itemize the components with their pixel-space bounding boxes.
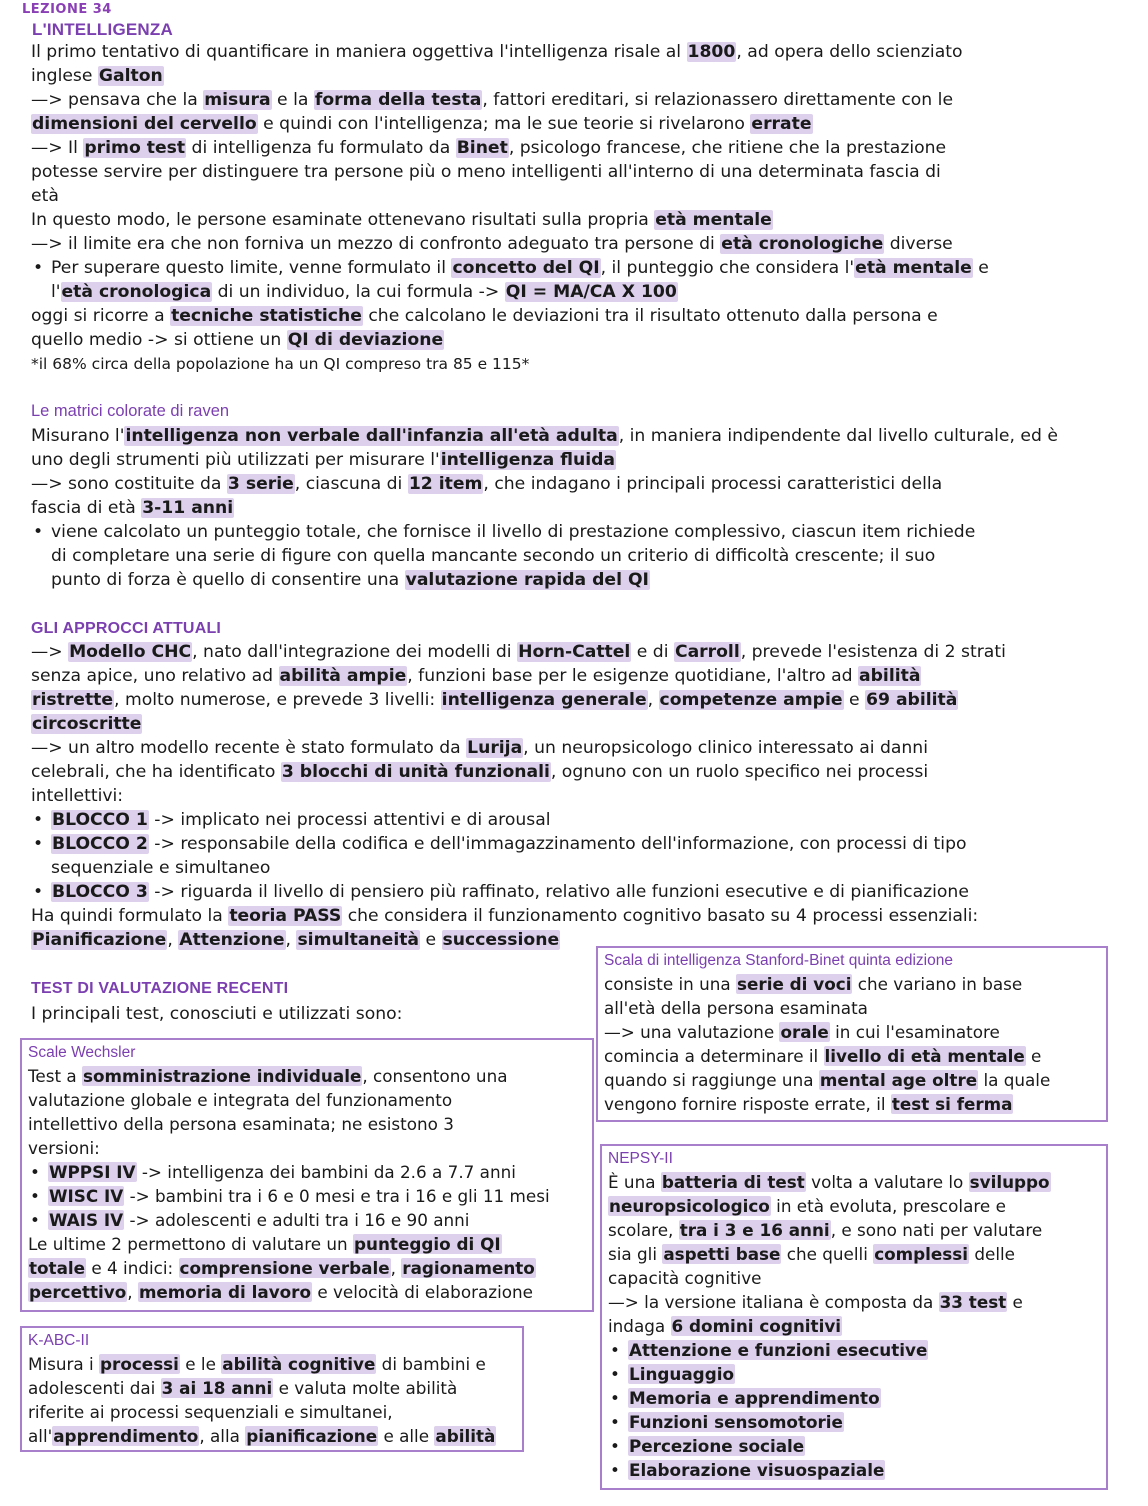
text-line: —> pensava che la misura e la forma della testa, fattori ereditari, si relazionassero direttamente con le [31, 90, 954, 110]
text-line: In questo modo, le persone esaminate ottenevano risultati sulla propria età mentale [31, 210, 772, 230]
text-line: quando si raggiunge una mental age oltre la quale [604, 1070, 1051, 1090]
test-section [31, 980, 402, 1026]
text-line: Il primo tentativo di quantificare in maniera oggettiva l'intelligenza risale al 1800, ad opera dello scienziato [31, 42, 963, 62]
text-line: di completare una serie di figure con quella mancante secondo un criterio di difficoltà crescente; il suo [51, 546, 936, 566]
text-line: dimensioni del cervello e quindi con l'intelligenza; ma le sue teorie si rivelarono errate [32, 114, 812, 134]
text-line: Ha quindi formulato la teoria PASS che considera il funzionamento cognitivo basato su 4 processi essenziali: [31, 906, 979, 926]
bullet-item: • BLOCCO 1 -> implicato nei processi attentivi e di arousal [31, 808, 1118, 832]
text-line: quello medio -> si ottiene un QI di deviazione [31, 330, 444, 350]
text-line: *il 68% circa della popolazione ha un QI compreso tra 85 e 115* [31, 355, 530, 373]
text-line: consiste in una serie di voci che variano in base [604, 974, 1023, 994]
text-line: inglese Galton [31, 66, 163, 86]
text-line: adolescenti dai 3 ai 18 anni e valuta molte abilità [28, 1378, 458, 1398]
nepsy-box [600, 1144, 1108, 1490]
text-line: all'età della persona esaminata [604, 998, 868, 1018]
text-line: percettivo, memoria di lavoro e velocità di elaborazione [29, 1282, 533, 1302]
bullet-item: • Funzioni sensomotorie [608, 1410, 1100, 1434]
text-line: Misura i processi e le abilità cognitive di bambini e [28, 1354, 486, 1374]
box-title: Scale Wechsler [28, 1044, 136, 1061]
text-line: ristrette, molto numerose, e prevede 3 livelli: intelligenza generale, competenze ampie e 69 abilità [32, 690, 958, 710]
text-line: È una batteria di test volta a valutare lo sviluppo [608, 1172, 1050, 1192]
box-title: K-ABC-II [28, 1332, 90, 1349]
text-line: fascia di età 3-11 anni [31, 498, 234, 518]
text-line: punto di forza è quello di consentire una valutazione rapida del QI [51, 570, 649, 590]
bullet-item: • Elaborazione visuospaziale [608, 1458, 1100, 1482]
bullet-item: • BLOCCO 2 -> responsabile della codifica e dell'immagazzinamento dell'informazione, con processi di tipo [31, 832, 1118, 856]
text-line: l'età cronologica di un individuo, la cui formula -> QI = MA/CA X 100 [51, 282, 677, 302]
text-line: —> Modello CHC, nato dall'integrazione dei modelli di Horn-Cattel e di Carroll, prevede l'esistenza di 2 strati [31, 642, 1006, 662]
text-line: —> Il primo test di intelligenza fu formulato da Binet, psicologo francese, che ritiene che la prestazione [31, 138, 947, 158]
bullet-item: • WISC IV -> bambini tra i 6 e 0 mesi e tra i 16 e gli 11 mesi [28, 1184, 586, 1208]
text-line: —> la versione italiana è composta da 33 test e [608, 1292, 1023, 1312]
text-line: Pianificazione, Attenzione, simultaneità e successione [32, 930, 560, 950]
text-line: capacità cognitive [608, 1268, 762, 1288]
intro-section [31, 40, 1118, 376]
bullet-item: • Percezione sociale [608, 1434, 1100, 1458]
text-line: versioni: [28, 1138, 100, 1158]
bullet-item: • viene calcolato un punteggio totale, che fornisce il livello di prestazione complessivo, ciascun item richiede [31, 520, 1118, 544]
raven-section [31, 402, 1118, 592]
text-line: —> un altro modello recente è stato formulato da Lurija, un neuropsicologo clinico interessato ai danni [31, 738, 928, 758]
text-line: Test a somministrazione individuale, consentono una [28, 1066, 508, 1086]
bullet-item: • WAIS IV -> adolescenti e adulti tra i 16 e 90 anni [28, 1208, 586, 1232]
text-line: potesse servire per distinguere tra persone più o meno intelligenti all'interno di una determinata fascia di [31, 162, 941, 182]
text-line: età [31, 186, 59, 206]
section-title: Le matrici colorate di raven [31, 402, 230, 420]
text-line: neuropsicologico in età evoluta, prescolare e [609, 1196, 1006, 1216]
text-line: —> il limite era che non forniva un mezzo di confronto adeguato tra persone di età cronologiche diverse [31, 234, 953, 254]
lesson-label: LEZIONE 34 [22, 2, 112, 17]
text-line: oggi si ricorre a tecniche statistiche che calcolano le deviazioni tra il risultato ottenuto dalla persona e [31, 306, 938, 326]
text-line: —> sono costituite da 3 serie, ciascuna di 12 item, che indagano i principali processi caratteristici della [31, 474, 943, 494]
text-line: comincia a determinare il livello di età mentale e [604, 1046, 1042, 1066]
stanford-binet-box [596, 946, 1108, 1122]
text-line: intellettivi: [31, 786, 124, 806]
text-line: valutazione globale e integrata del funzionamento [28, 1090, 453, 1110]
bullet-item: • Per superare questo limite, venne formulato il concetto del QI, il punteggio che considera l'età mentale e [31, 256, 1118, 280]
text-line: vengono fornire risposte errate, il test si ferma [604, 1094, 1013, 1114]
text-line: senza apice, uno relativo ad abilità ampie, funzioni base per le esigenze quotidiane, l'altro ad abilità [31, 666, 921, 686]
box-title: NEPSY-II [608, 1150, 673, 1167]
section-title: GLI APPROCCI ATTUALI [31, 620, 222, 637]
text-line: all'apprendimento, alla pianificazione e alle abilità [28, 1426, 496, 1446]
text-line: totale e 4 indici: comprensione verbale, ragionamento [29, 1258, 535, 1278]
box-title: Scala di intelligenza Stanford-Binet quinta edizione [604, 952, 953, 969]
text-line: sequenziale e simultaneo [51, 858, 271, 878]
text-line: riferite ai processi sequenziali e simultanei, [28, 1402, 393, 1422]
text-line: sia gli aspetti base che quelli complessi delle [608, 1244, 1016, 1264]
bullet-item: • WPPSI IV -> intelligenza dei bambini da 2.6 a 7.7 anni [28, 1160, 586, 1184]
bullet-item: • Memoria e apprendimento [608, 1386, 1100, 1410]
bullet-item: • BLOCCO 3 -> riguarda il livello di pensiero più raffinato, relativo alle funzioni esecutive e di pianificazione [31, 880, 1118, 904]
text-line: celebrali, che ha identificato 3 blocchi di unità funzionali, ognuno con un ruolo specifico nei processi [31, 762, 929, 782]
kabc-box [20, 1326, 524, 1452]
bullet-item: • Linguaggio [608, 1362, 1100, 1386]
wechsler-box [20, 1038, 594, 1312]
text-line: Misurano l'intelligenza non verbale dall'infanzia all'età adulta, in maniera indipendente dal livello culturale, ed è [31, 426, 1058, 446]
bullet-item: • Attenzione e funzioni esecutive [608, 1338, 1100, 1362]
text-line: uno degli strumenti più utilizzati per misurare l'intelligenza fluida [31, 450, 616, 470]
text-line: —> una valutazione orale in cui l'esaminatore [604, 1022, 1000, 1042]
text-line: intellettivo della persona esaminata; ne esistono 3 [28, 1114, 454, 1134]
approcci-section [31, 620, 1118, 952]
section-title: TEST DI VALUTAZIONE RECENTI [31, 980, 289, 997]
text-line: Le ultime 2 permettono di valutare un punteggio di QI [28, 1234, 501, 1254]
text-line: I principali test, conosciuti e utilizzati sono: [31, 1004, 403, 1024]
text-line: indaga 6 domini cognitivi [608, 1316, 842, 1336]
text-line: circoscritte [32, 714, 142, 734]
text-line: scolare, tra i 3 e 16 anni, e sono nati per valutare [608, 1220, 1043, 1240]
page-title: L'INTELLIGENZA [32, 20, 173, 39]
